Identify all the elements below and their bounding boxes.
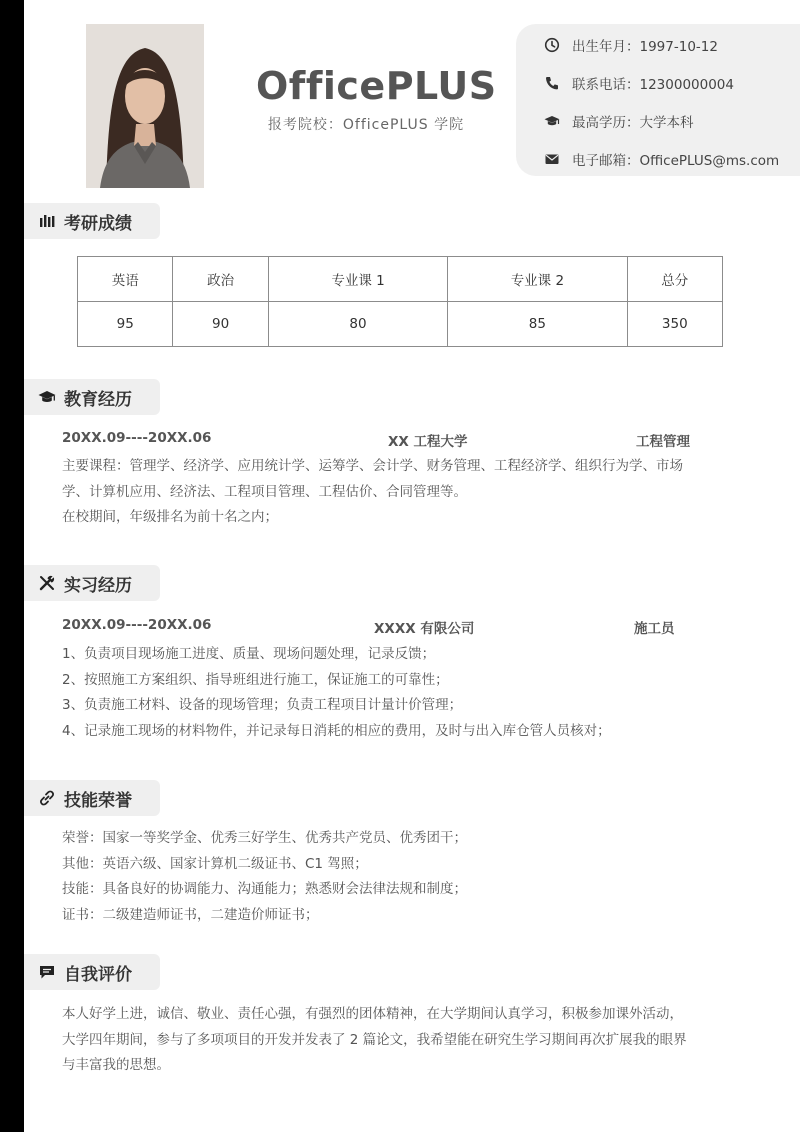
score-value-english: 95 bbox=[78, 302, 173, 347]
skills-line: 荣誉：国家一等奖学金、优秀三好学生、优秀共产党员、优秀团干； bbox=[62, 830, 467, 846]
contact-panel bbox=[516, 24, 800, 176]
internship-role: 施工员 bbox=[634, 621, 675, 637]
self-evaluation-details bbox=[62, 1002, 752, 1079]
section-title-skills: 技能荣誉 bbox=[64, 790, 132, 811]
skills-line: 证书：二级建造师证书，二建造价师证书； bbox=[62, 906, 319, 923]
education-line: 主要课程：管理学、经济学、应用统计学、运筹学、会计学、财务管理、工程经济学、组织行为学、市场 bbox=[62, 458, 683, 474]
score-header-english: 英语 bbox=[78, 257, 173, 302]
education-period: 20XX.09----20XX.06 bbox=[62, 430, 212, 446]
self-evaluation-line: 本人好学上进，诚信、敬业、责任心强，有强烈的团体精神，在大学期间认真学习，积极参加课外活动， bbox=[62, 1006, 683, 1022]
section-title-education: 教育经历 bbox=[64, 389, 132, 410]
internship-details bbox=[62, 642, 752, 744]
skills-line: 技能：具备良好的协调能力、沟通能力；熟悉财会法律法规和制度； bbox=[62, 881, 467, 897]
internship-line: 2、按照施工方案组织、指导班组进行施工，保证施工的可靠性； bbox=[62, 671, 449, 688]
score-value-major-1: 80 bbox=[268, 302, 447, 347]
section-header-scores bbox=[24, 203, 160, 239]
contact-email-text: 电子邮箱：OfficePLUS@ms.com bbox=[572, 153, 780, 169]
contact-birthdate bbox=[544, 34, 718, 56]
education-details bbox=[62, 454, 752, 531]
internship-period: 20XX.09----20XX.06 bbox=[62, 617, 212, 633]
score-header-politics: 政治 bbox=[173, 257, 268, 302]
skills-line: 其他：英语六级、国家计算机二级证书、C1 驾照； bbox=[62, 855, 368, 872]
section-header-self-evaluation bbox=[24, 954, 160, 990]
education-school: XX 工程大学 bbox=[388, 434, 468, 450]
internship-line: 1、负责项目现场施工进度、质量、现场问题处理，记录反馈； bbox=[62, 646, 436, 662]
section-header-education bbox=[24, 379, 160, 415]
clock-icon bbox=[544, 37, 560, 53]
score-table-header-row bbox=[78, 257, 723, 302]
contact-phone bbox=[544, 72, 734, 94]
score-value-total: 350 bbox=[627, 302, 722, 347]
score-value-politics: 90 bbox=[173, 302, 268, 347]
education-major: 工程管理 bbox=[636, 434, 690, 450]
contact-education bbox=[544, 110, 694, 132]
target-school: 报考院校：OfficePLUS 学院 bbox=[267, 117, 465, 133]
chart-bars-icon bbox=[38, 212, 56, 230]
self-evaluation-line: 与丰富我的思想。 bbox=[62, 1057, 170, 1073]
score-header-major-2: 专业课 2 bbox=[448, 257, 627, 302]
section-header-skills bbox=[24, 780, 160, 816]
self-evaluation-line: 大学四年期间，参与了多项项目的开发并发表了 2 篇论文，我希望能在研究生学习期间再次扩展我的眼界 bbox=[62, 1031, 687, 1048]
score-value-major-2: 85 bbox=[448, 302, 627, 347]
contact-education-text: 最高学历：大学本科 bbox=[572, 115, 694, 131]
score-table bbox=[77, 256, 723, 347]
contact-birthdate-text: 出生年月：1997-10-12 bbox=[572, 39, 718, 55]
score-header-total: 总分 bbox=[627, 257, 722, 302]
envelope-icon bbox=[544, 151, 560, 167]
contact-phone-text: 联系电话：12300000004 bbox=[572, 77, 734, 93]
score-table-value-row bbox=[78, 302, 723, 347]
left-accent-bar bbox=[0, 0, 24, 1132]
education-line: 在校期间，年级排名为前十名之内； bbox=[62, 509, 278, 525]
link-icon bbox=[38, 789, 56, 807]
internship-line: 3、负责施工材料、设备的现场管理；负责工程项目计量计价管理； bbox=[62, 697, 463, 713]
section-title-scores: 考研成绩 bbox=[64, 213, 132, 234]
internship-company: XXXX 有限公司 bbox=[374, 621, 475, 637]
skills-details bbox=[62, 826, 752, 928]
internship-line: 4、记录施工现场的材料物件，并记录每日消耗的相应的费用，及时与出入库仓管人员核对； bbox=[62, 722, 611, 739]
tools-icon bbox=[38, 574, 56, 592]
graduation-cap-icon bbox=[38, 388, 56, 406]
score-header-major-1: 专业课 1 bbox=[268, 257, 447, 302]
profile-photo bbox=[86, 24, 204, 188]
contact-email bbox=[544, 148, 779, 170]
comment-icon bbox=[38, 963, 56, 981]
section-header-internship bbox=[24, 565, 160, 601]
candidate-name: OfficePLUS bbox=[256, 64, 497, 108]
graduation-cap-icon bbox=[544, 113, 560, 129]
section-title-internship: 实习经历 bbox=[64, 575, 132, 596]
section-title-self-evaluation: 自我评价 bbox=[64, 964, 132, 985]
education-line: 学、计算机应用、经济法、工程项目管理、工程估价、合同管理等。 bbox=[62, 483, 467, 500]
phone-icon bbox=[544, 75, 560, 91]
